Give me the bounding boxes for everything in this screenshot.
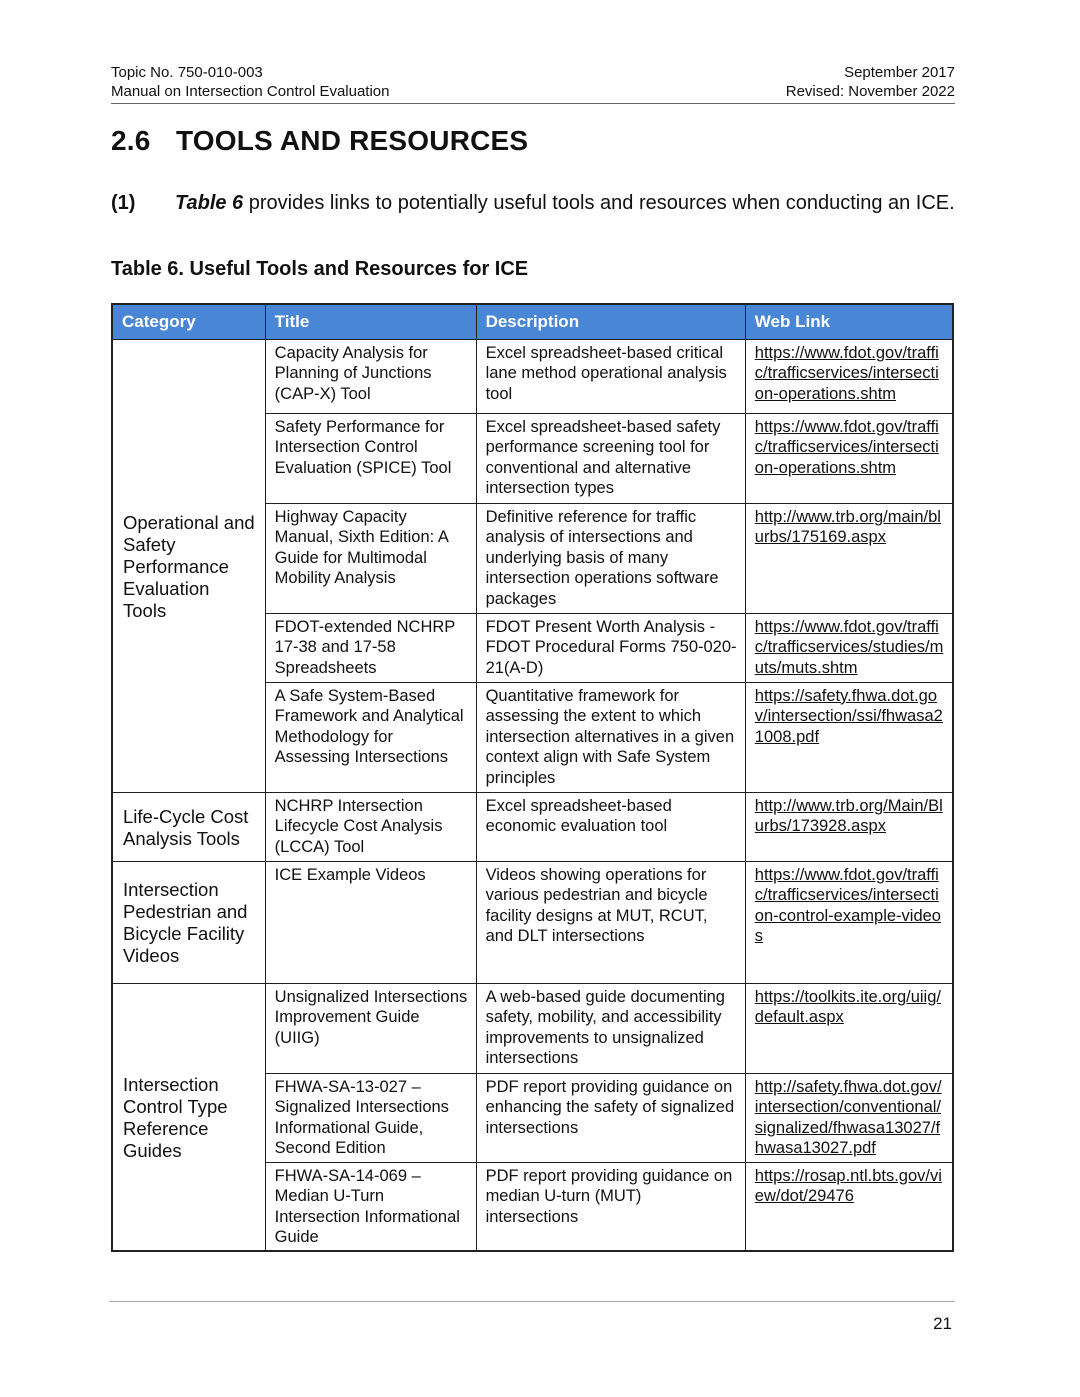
column-header-category: Category [112,304,265,339]
footer-divider [109,1301,955,1302]
section-title: TOOLS AND RESOURCES [176,125,529,156]
category-cell: Life-Cycle Cost Analysis Tools [112,792,265,861]
title-cell: A Safe System-Based Framework and Analytical Methodology for Assessing Intersections [265,682,476,792]
page-number: 21 [933,1314,952,1333]
link-cell [745,861,953,983]
web-link[interactable]: https://www.fdot.gov/traffic/trafficservices/intersection-operations.shtm [754,417,939,477]
column-header-title: Title [265,304,476,339]
table-row [112,983,953,1073]
section-heading [111,125,528,157]
paragraph-marker: (1) [111,192,136,214]
web-link[interactable]: http://www.trb.org/Main/Blurbs/173928.aspx [754,796,943,835]
column-header-web-link: Web Link [745,304,953,339]
description-cell: Quantitative framework for assessing the extent to which intersection alternatives in a given context align with Safe System principles [476,682,745,792]
web-link[interactable]: http://www.trb.org/main/blurbs/175169.aspx [754,507,941,546]
page-header [111,63,955,104]
paragraph-text: provides links to potentially useful tools and resources when conducting an ICE. [243,192,955,214]
table-row [112,339,953,413]
description-cell: Excel spreadsheet-based economic evaluation tool [476,792,745,861]
title-cell: Capacity Analysis for Planning of Junctions (CAP-X) Tool [265,339,476,413]
web-link[interactable]: https://www.fdot.gov/traffic/trafficservices/intersection-operations.shtm [754,343,939,403]
paragraph-1 [111,190,955,217]
revised-date: Revised: November 2022 [785,83,955,100]
tools-resources-table [111,303,954,1252]
link-cell [745,983,953,1073]
web-link[interactable]: http://safety.fhwa.dot.gov/intersection/conventional/signalized/fhwasa13027/fhwasa13027.pdf [754,1077,942,1157]
description-cell: Excel spreadsheet-based critical lane method operational analysis tool [476,339,745,413]
category-cell: Operational and Safety Performance Evaluation Tools [112,339,265,792]
table-reference: Table 6 [175,192,244,214]
web-link[interactable]: https://www.fdot.gov/traffic/trafficservices/studies/muts/muts.shtm [754,617,944,677]
title-cell: Unsignalized Intersections Improvement Guide (UIIG) [265,983,476,1073]
column-header-description: Description [476,304,745,339]
title-cell: Safety Performance for Intersection Control Evaluation (SPICE) Tool [265,413,476,503]
description-cell: Excel spreadsheet-based safety performance screening tool for conventional and alternative intersection types [476,413,745,503]
title-cell: NCHRP Intersection Lifecycle Cost Analysis (LCCA) Tool [265,792,476,861]
manual-title: Manual on Intersection Control Evaluation [111,83,390,100]
publish-date: September 2017 [844,64,955,81]
title-cell: Highway Capacity Manual, Sixth Edition: A Guide for Multimodal Mobility Analysis [265,503,476,613]
description-cell: PDF report providing guidance on enhancing the safety of signalized intersections [476,1073,745,1162]
table-row [112,861,953,983]
title-cell: FHWA-SA-13-027 – Signalized Intersections Informational Guide, Second Edition [265,1073,476,1162]
category-cell: Intersection Control Type Reference Guides [112,983,265,1251]
table-header-row [112,304,953,339]
link-cell [745,339,953,413]
web-link[interactable]: https://www.fdot.gov/traffic/trafficservices/intersection-control-example-videos [754,865,941,945]
description-cell: A web-based guide documenting safety, mobility, and accessibility improvements to unsignalized intersections [476,983,745,1073]
description-cell: PDF report providing guidance on median U-turn (MUT) intersections [476,1162,745,1251]
table-caption: Table 6. Useful Tools and Resources for ICE [111,258,529,280]
category-cell: Intersection Pedestrian and Bicycle Facility Videos [112,861,265,983]
link-cell [745,413,953,503]
title-cell: FHWA-SA-14-069 – Median U-Turn Intersection Informational Guide [265,1162,476,1251]
description-cell: Definitive reference for traffic analysis of intersections and underlying basis of many intersection operations software packages [476,503,745,613]
description-cell: Videos showing operations for various pedestrian and bicycle facility designs at MUT, RCUT, and DLT intersections [476,861,745,983]
link-cell [745,682,953,792]
title-cell: ICE Example Videos [265,861,476,983]
link-cell [745,1073,953,1162]
section-number: 2.6 [111,125,151,156]
link-cell [745,792,953,861]
title-cell: FDOT-extended NCHRP 17-38 and 17-58 Spreadsheets [265,613,476,682]
web-link[interactable]: https://safety.fhwa.dot.gov/intersection/ssi/fhwasa21008.pdf [754,686,943,746]
description-cell: FDOT Present Worth Analysis - FDOT Procedural Forms 750-020-21(A-D) [476,613,745,682]
link-cell [745,503,953,613]
link-cell [745,613,953,682]
table-row [112,792,953,861]
web-link[interactable]: https://rosap.ntl.bts.gov/view/dot/29476 [754,1166,942,1205]
web-link[interactable]: https://toolkits.ite.org/uiig/default.aspx [754,987,941,1026]
link-cell [745,1162,953,1251]
topic-number: Topic No. 750-010-003 [111,64,263,81]
